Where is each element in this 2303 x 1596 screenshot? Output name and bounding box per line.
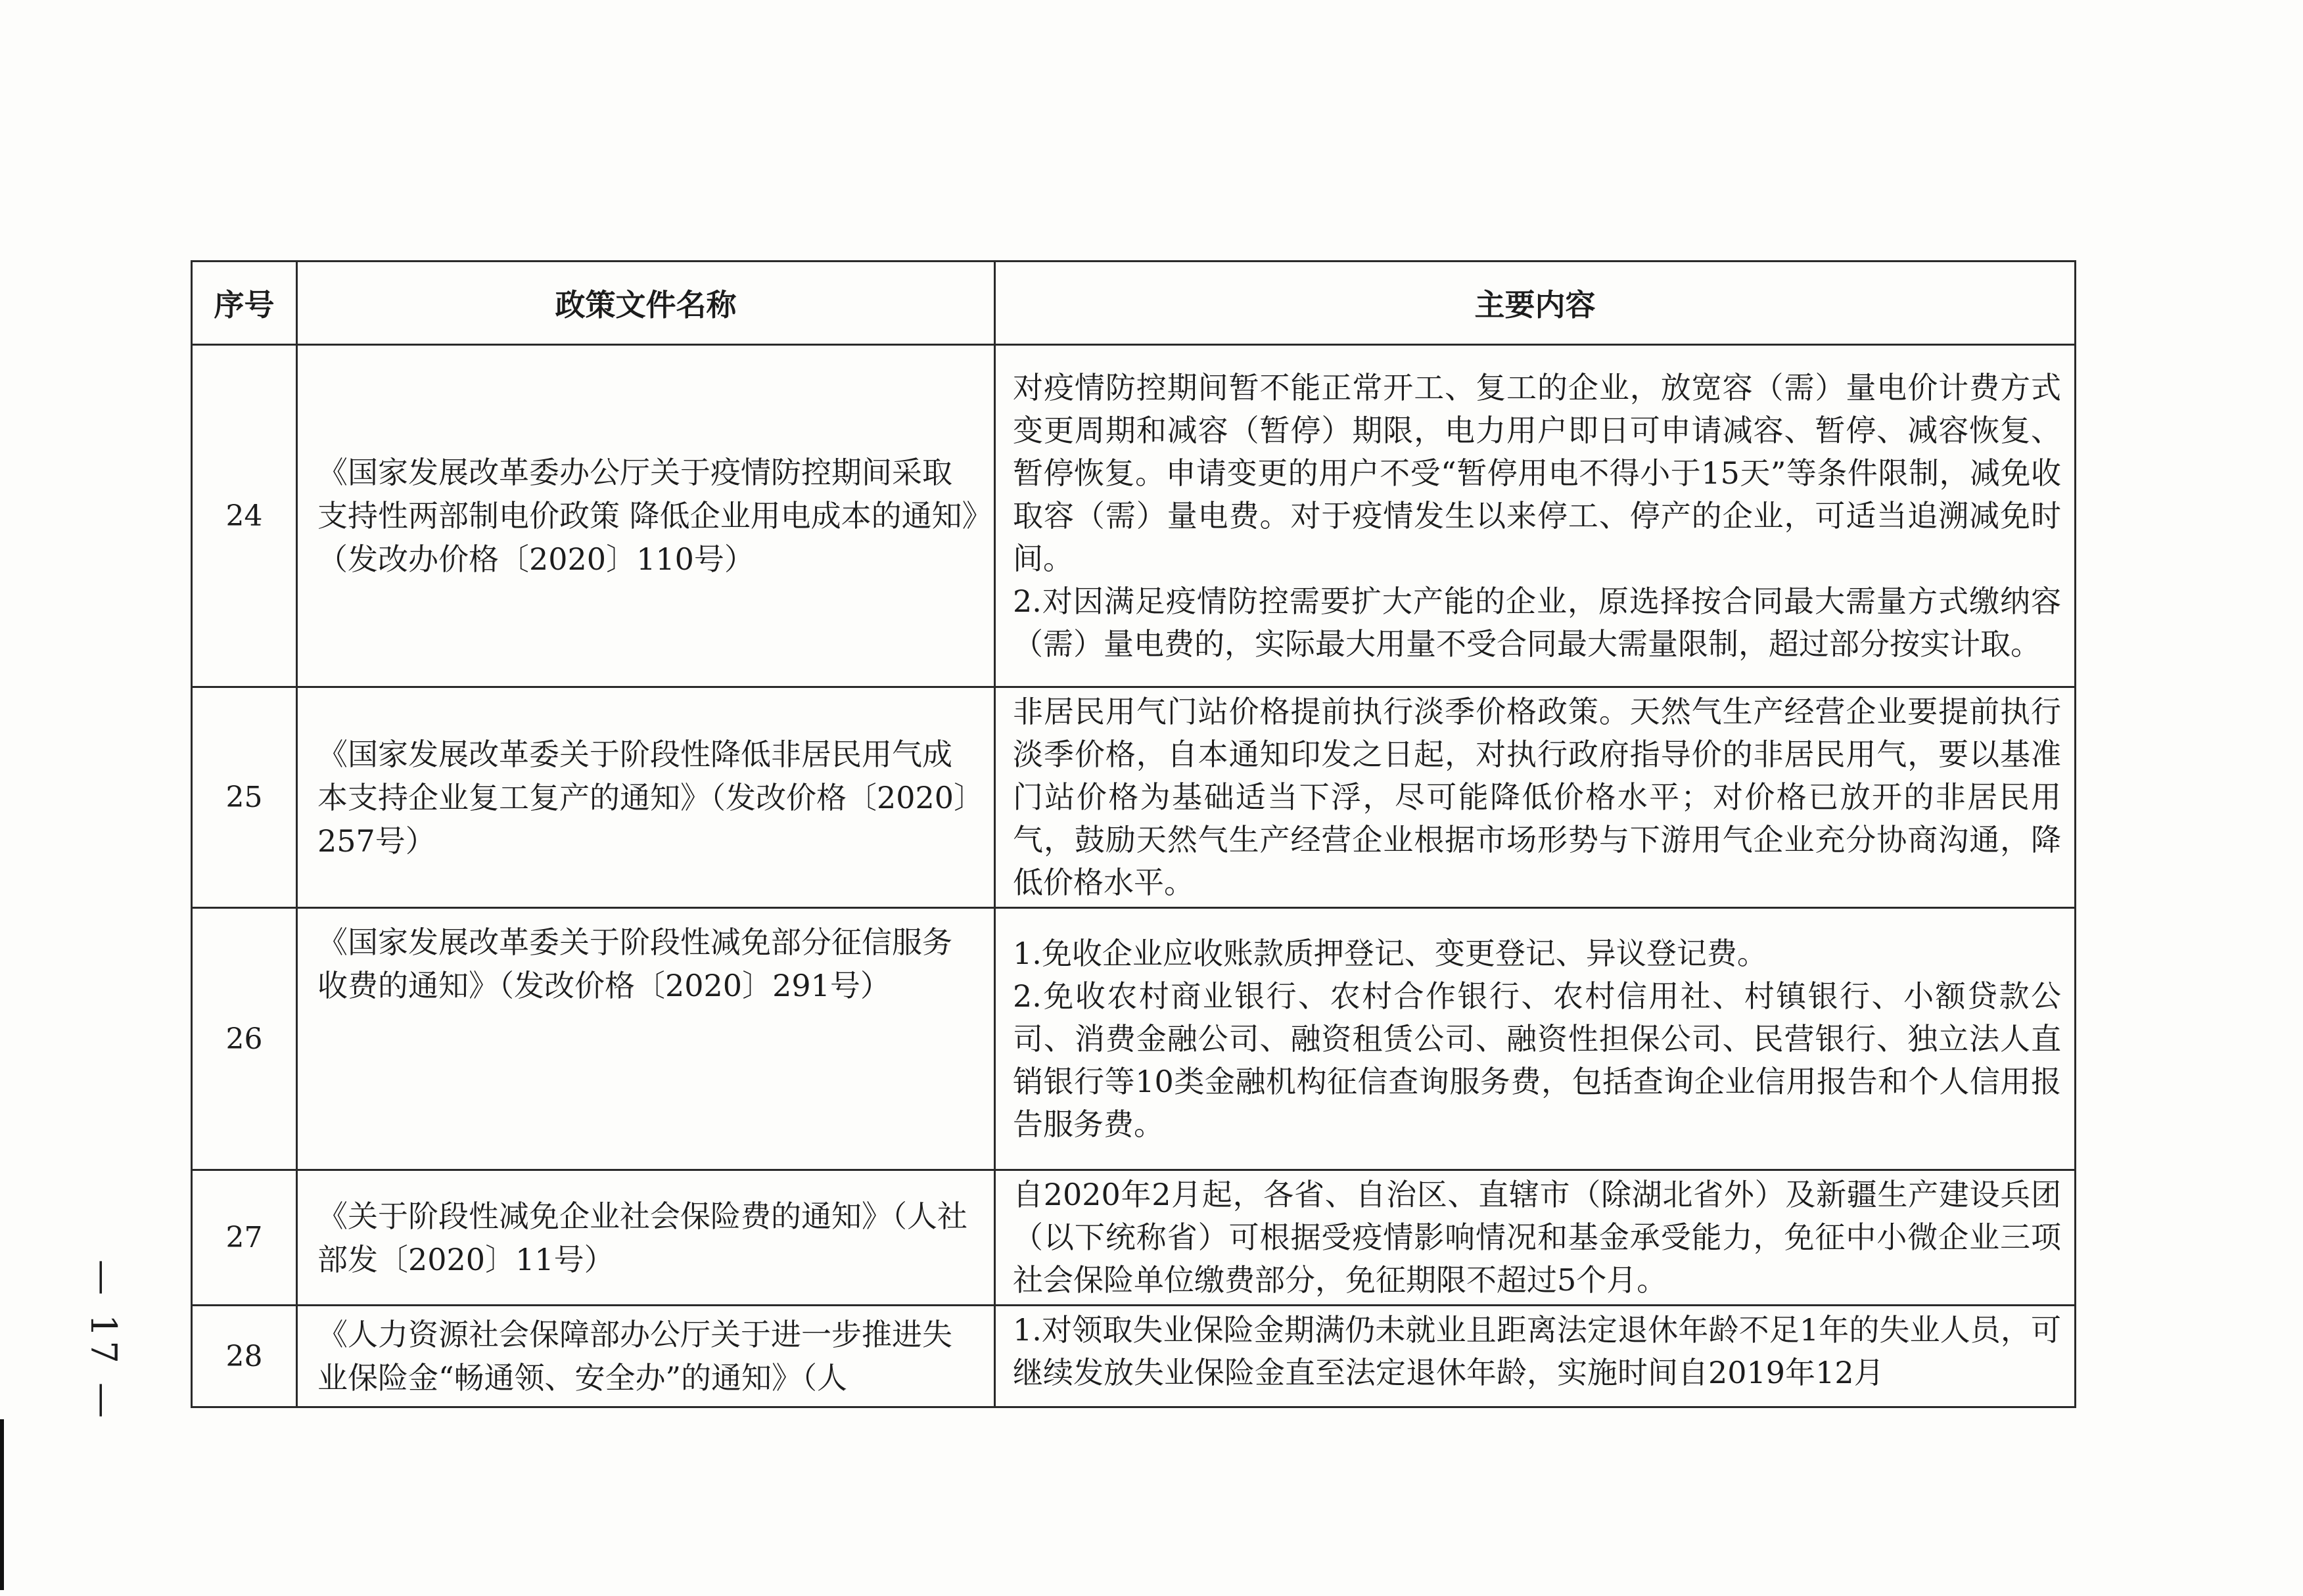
header-main-content: 主要内容 (995, 262, 2076, 345)
content-paragraph: 2.对因满足疫情防控需要扩大产能的企业，原选择按合同最大需量方式缴纳容（需）量电费的，实际最大用量不受合同最大需量限制，超过部分按实计取。 (1013, 583, 2061, 662)
policy-content (995, 908, 2076, 1170)
policy-name: 《国家发展改革委关于阶段性降低非居民用气成本支持企业复工复产的通知》（发改价格〔2020〕257号） (297, 687, 995, 908)
table-row (192, 908, 2076, 1170)
scan-edge-mark (0, 1419, 4, 1590)
policy-name: 《人力资源社会保障部办公厅关于进一步推进失业保险金“畅通领、安全办”的通知》（人 (297, 1306, 995, 1407)
policy-name: 《国家发展改革委办公厅关于疫情防控期间采取支持性两部制电价政策 降低企业用电成本的通知》（发改办价格〔2020〕110号） (297, 345, 995, 687)
row-number: 28 (192, 1306, 297, 1407)
table-row (192, 687, 2076, 908)
content-paragraph: 2.免收农村商业银行、农村合作银行、农村信用社、村镇银行、小额贷款公司、消费金融公司、融资租赁公司、融资性担保公司、民营银行、独立法人直销银行等10类金融机构征信查询服务费，包括查询企业信用报告和个人信用报告服务费。 (1013, 978, 2061, 1142)
row-number: 26 (192, 908, 297, 1170)
policy-content (995, 345, 2076, 687)
content-paragraph: 自2020年2月起，各省、自治区、直辖市（除湖北省外）及新疆生产建设兵团（以下统称省）可根据受疫情影响情况和基金承受能力，免征中小微企业三项社会保险单位缴费部分，免征期限不超过5个月。 (1013, 1177, 2061, 1298)
row-number: 25 (192, 687, 297, 908)
policy-content (995, 1170, 2076, 1306)
page-number (78, 1259, 130, 1422)
row-number: 27 (192, 1170, 297, 1306)
table-row (192, 1170, 2076, 1306)
header-policy-name: 政策文件名称 (297, 262, 995, 345)
policy-content (995, 1306, 2076, 1407)
policy-table (191, 260, 2076, 1408)
table-header-row (192, 262, 2076, 345)
page-number-text: — 17 — (83, 1259, 125, 1422)
content-paragraph: 非居民用气门站价格提前执行淡季价格政策。天然气生产经营企业要提前执行淡季价格，自本通知印发之日起，对执行政府指导价的非居民用气，要以基准门站价格为基础适当下浮，尽可能降低价格水平；对价格已放开的非居民用气，鼓励天然气生产经营企业根据市场形势与下游用气企业充分协商沟通，降低价格水平。 (1013, 694, 2061, 900)
content-paragraph: 对疫情防控期间暂不能正常开工、复工的企业，放宽容（需）量电价计费方式变更周期和减容（暂停）期限，电力用户即日可申请减容、暂停、减容恢复、暂停恢复。申请变更的用户不受“暂停用电不得小于15天”等条件限制，减免收取容（需）量电费。对于疫情发生以来停工、停产的企业，可适当追溯减免时间。 (1013, 369, 2061, 576)
table-row (192, 1306, 2076, 1407)
policy-content (995, 687, 2076, 908)
header-index: 序号 (192, 262, 297, 345)
policy-name: 《关于阶段性减免企业社会保险费的通知》（人社部发〔2020〕11号） (297, 1170, 995, 1306)
row-number: 24 (192, 345, 297, 687)
table-row (192, 345, 2076, 687)
content-paragraph: 1.对领取失业保险金期满仍未就业且距离法定退休年龄不足1年的失业人员，可继续发放失业保险金直至法定退休年龄，实施时间自2019年12月 (1013, 1312, 2061, 1390)
policy-name: 《国家发展改革委关于阶段性减免部分征信服务收费的通知》（发改价格〔2020〕291号） (297, 908, 995, 1170)
content-paragraph: 1.免收企业应收账款质押登记、变更登记、异议登记费。 (1013, 935, 1767, 971)
